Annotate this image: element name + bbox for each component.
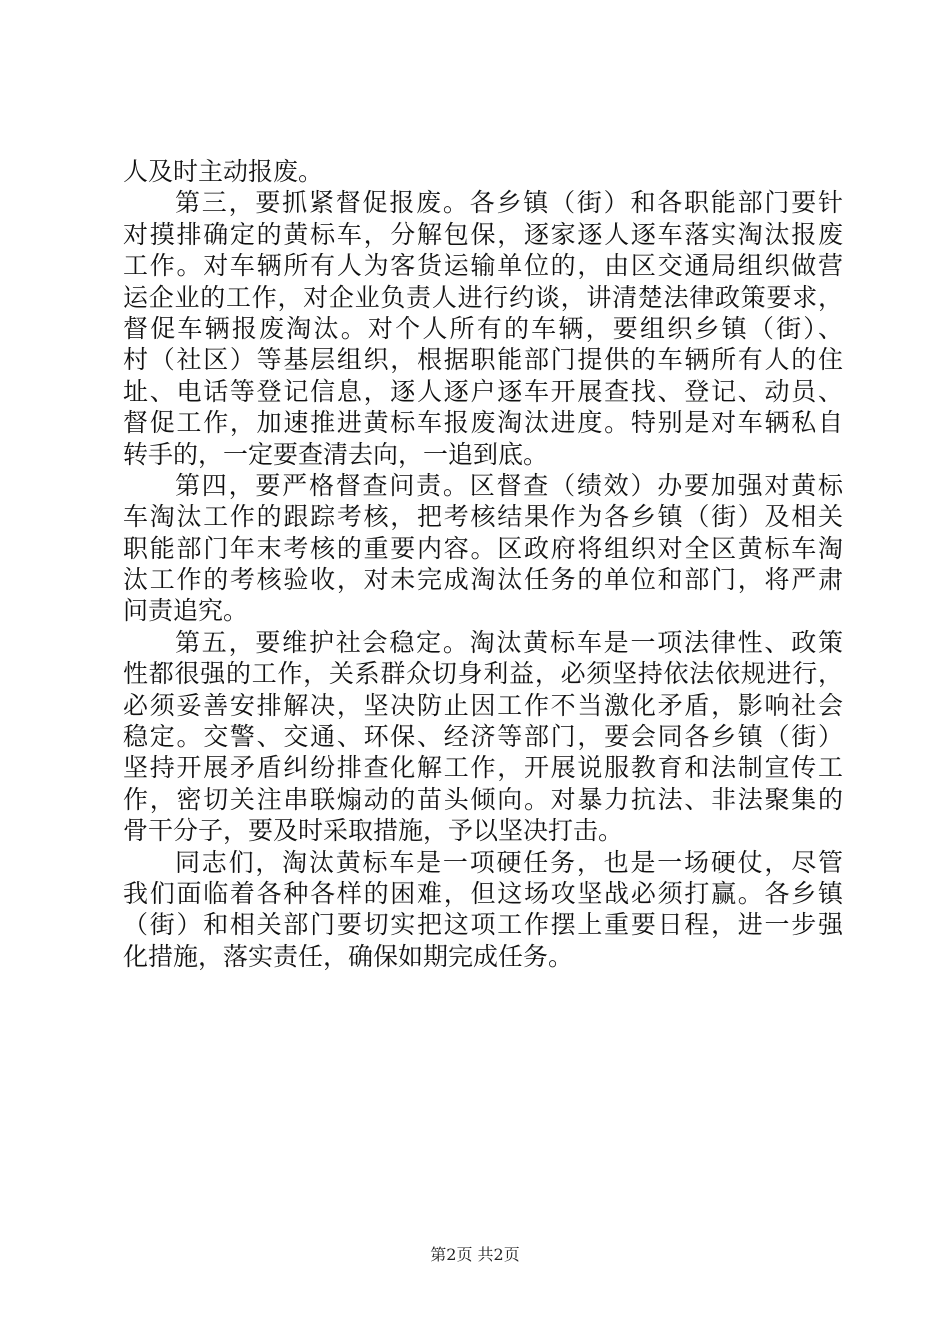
text-line: 运企业的工作，对企业负责人进行约谈，讲清楚法律政策要求， [123, 282, 843, 312]
text-line: 坚持开展矛盾纠纷排查化解工作，开展说服教育和法制宣传工 [123, 753, 843, 783]
text-line: 督促车辆报废淘汰。对个人所有的车辆，要组织乡镇（街）、 [123, 313, 843, 343]
text-line: 址、电话等登记信息，逐人逐户逐车开展查找、登记、动员、 [123, 376, 843, 406]
text-line: 化措施，落实责任，确保如期完成任务。 [123, 941, 574, 971]
text-line: 工作。对车辆所有人为客货运输单位的，由区交通局组织做营 [123, 251, 843, 281]
text-line: 作，密切关注串联煽动的苗头倾向。对暴力抗法、非法聚集的 [123, 784, 843, 814]
text-line: 转手的，一定要查清去向，一追到底。 [123, 439, 549, 469]
text-line: 性都很强的工作，关系群众切身利益，必须坚持依法依规进行， [123, 659, 843, 689]
text-line: 第三，要抓紧督促报废。各乡镇（街）和各职能部门要针 [175, 188, 843, 218]
text-line: 汰工作的考核验收，对未完成淘汰任务的单位和部门，将严肃 [123, 565, 843, 595]
document-body [123, 156, 843, 972]
text-line: 我们面临着各种各样的困难，但这场攻坚战必须打赢。各乡镇 [123, 878, 843, 908]
text-line: （街）和相关部门要切实把这项工作摆上重要日程，进一步强 [123, 910, 843, 940]
text-line: 村（社区）等基层组织，根据职能部门提供的车辆所有人的住 [123, 345, 843, 375]
text-line: 车淘汰工作的跟踪考核，把考核结果作为各乡镇（街）及相关 [123, 502, 843, 532]
page-footer: 第2页 共2页 [430, 1245, 520, 1264]
text-line: 稳定。交警、交通、环保、经济等部门，要会同各乡镇（街） [123, 722, 843, 752]
text-line: 人及时主动报废。 [123, 157, 324, 186]
text-line: 第四，要严格督查问责。区督查（绩效）办要加强对黄标 [175, 470, 843, 500]
text-line: 职能部门年末考核的重要内容。区政府将组织对全区黄标车淘 [123, 533, 843, 563]
text-line: 骨干分子，要及时采取措施，予以坚决打击。 [123, 816, 624, 846]
text-line: 必须妥善安排解决，坚决防止因工作不当激化矛盾，影响社会 [123, 690, 843, 720]
text-line: 对摸排确定的黄标车，分解包保，逐家逐人逐车落实淘汰报废 [123, 219, 843, 249]
text-line: 第五，要维护社会稳定。淘汰黄标车是一项法律性、政策 [175, 627, 843, 657]
text-line: 督促工作，加速推进黄标车报废淘汰进度。特别是对车辆私自 [123, 408, 843, 438]
text-line: 同志们，淘汰黄标车是一项硬任务，也是一场硬仗，尽管 [175, 847, 843, 877]
text-line: 问责追究。 [123, 596, 249, 626]
